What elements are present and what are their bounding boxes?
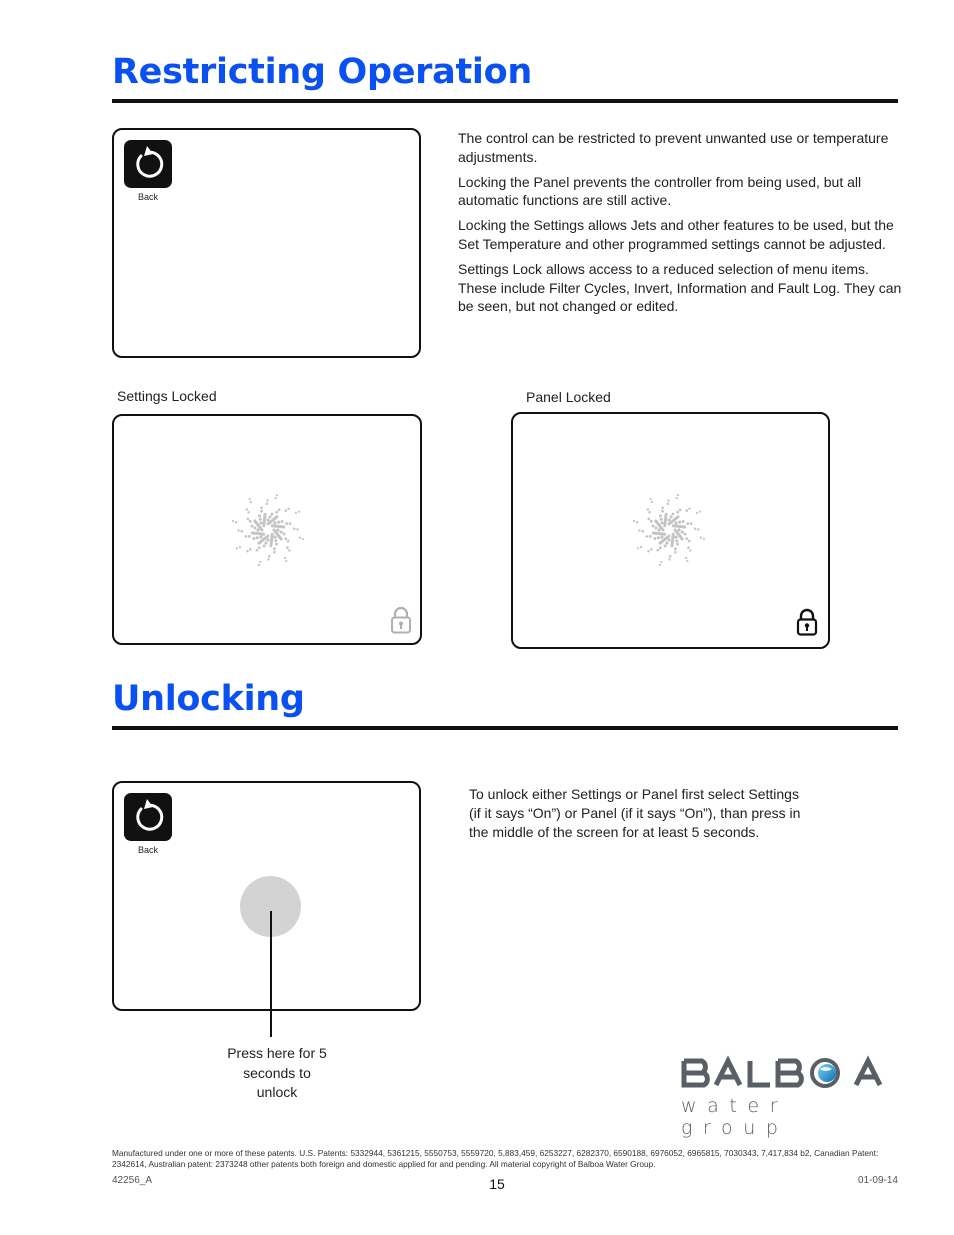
restricting-description	[458, 129, 902, 322]
lock-icon	[390, 606, 412, 634]
back-button[interactable]	[124, 140, 172, 188]
logo-tagline: water group	[681, 1095, 789, 1139]
section-rule	[112, 726, 898, 730]
back-arrow-icon	[130, 799, 166, 835]
section-title-restricting: Restricting Operation	[112, 52, 532, 92]
paragraph: The control can be restricted to prevent unwanted use or temperature adjustments.	[458, 130, 889, 165]
patent-notice: Manufactured under one or more of these patents. U.S. Patents: 5332944, 5361215, 5550753, 5559720, 5,883,459, 6253227, 6282370, 6590188, 6976052, 6965815, 7030343, 7,417,834 b2, Canadian Patent: 2342614, Australian patent: 2373248 other patents both foreign and domestic applied for and pending. All material copyright of Balboa Water Group.	[112, 1148, 879, 1169]
back-arrow-icon	[130, 146, 166, 182]
panel-locked-label: Panel Locked	[526, 389, 611, 405]
controller-screen-unlock	[112, 781, 421, 1011]
footer-date: 01-09-14	[857, 1175, 898, 1186]
spinner-icon	[631, 488, 707, 572]
doc-number: 42256_A	[112, 1175, 153, 1186]
paragraph: Settings Lock allows access to a reduced selection of menu items. These include Filter Cycles, Invert, Information and Fault Log. They can be seen, but not changed or edited.	[458, 260, 902, 315]
spinner-icon	[230, 488, 306, 572]
balboa-logo	[680, 1055, 902, 1139]
back-label: Back	[137, 192, 158, 202]
settings-locked-label: Settings Locked	[117, 388, 217, 404]
paragraph: Locking the Settings allows Jets and other features to be used, but the Set Temperature and other programmed settings cannot be adjusted.	[458, 217, 894, 252]
press-callout-text: Press here for 5 seconds to unlock	[227, 1045, 327, 1100]
panel-locked-screen	[511, 412, 830, 649]
unlock-instructions: To unlock either Settings or Panel first select Settings (if it says “On”) or Panel (if it says “On”), than press in the middle of the screen for at least 5 seconds.	[469, 786, 801, 840]
callout-line	[270, 911, 272, 1037]
settings-locked-screen	[112, 414, 422, 645]
paragraph: Locking the Panel prevents the controller from being used, but all automatic functions are still active.	[458, 173, 862, 209]
section-title-unlocking: Unlocking	[112, 679, 305, 719]
back-label: Back	[137, 845, 158, 855]
section-rule	[112, 99, 898, 103]
back-button[interactable]	[124, 793, 172, 841]
controller-screen-main	[112, 128, 421, 358]
page-number: 15	[489, 1176, 505, 1192]
lock-icon	[796, 608, 818, 636]
